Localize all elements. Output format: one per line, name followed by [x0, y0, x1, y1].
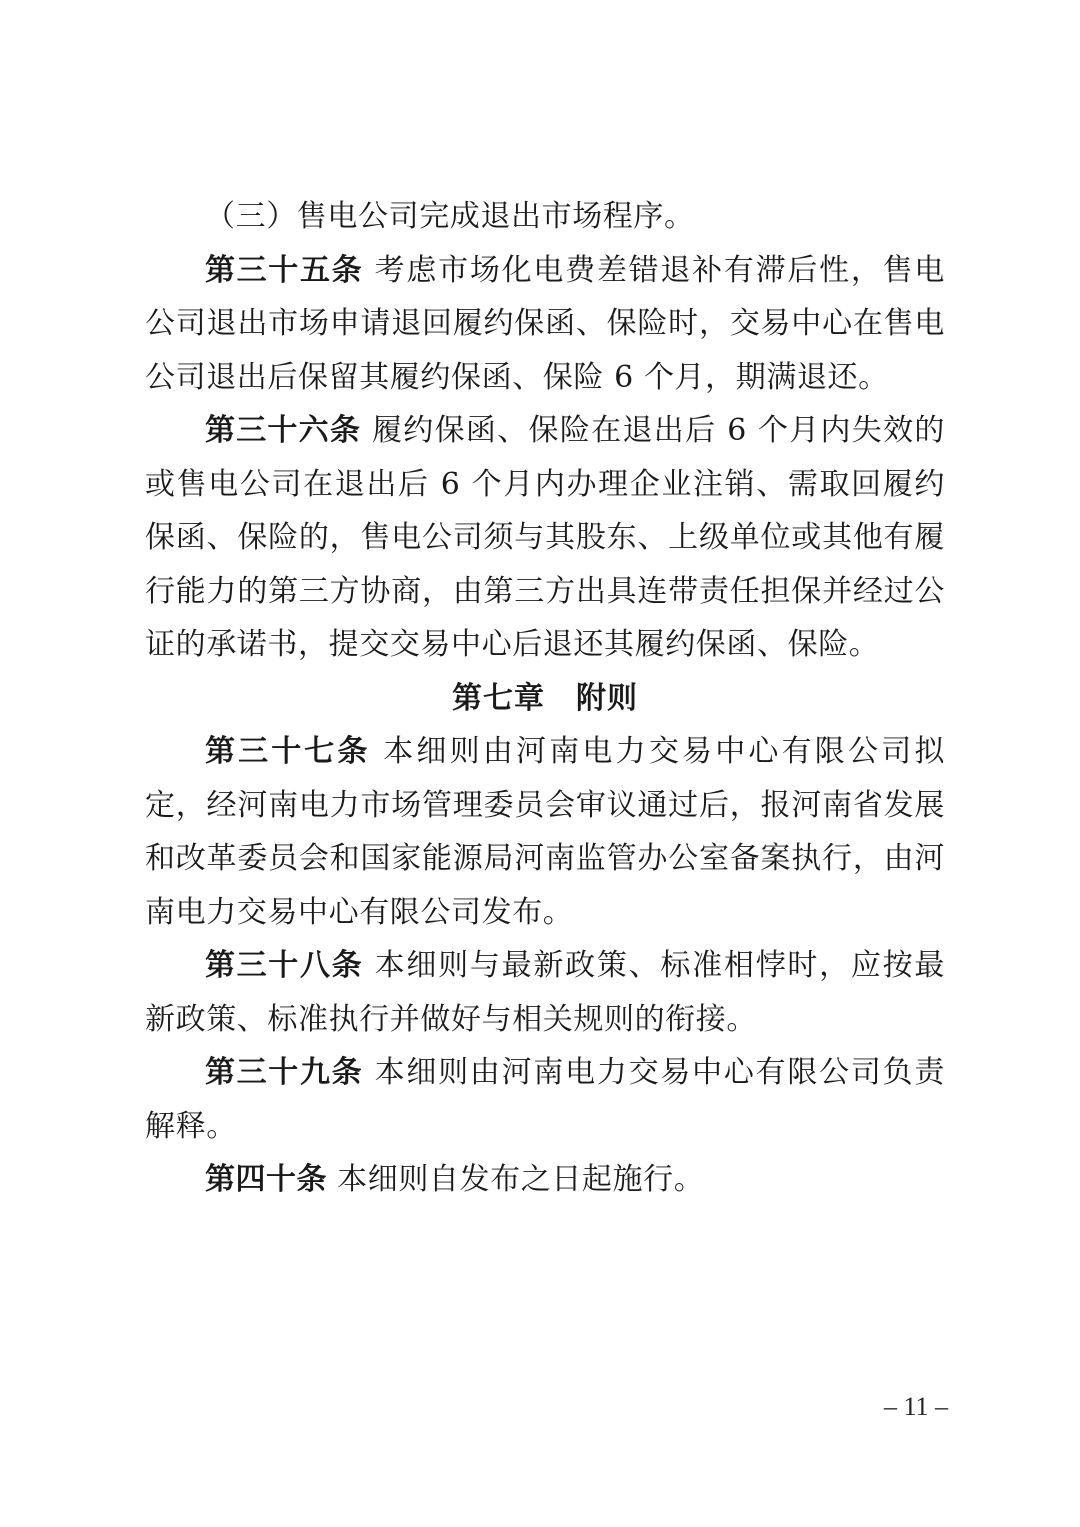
article-lead: 第四十条: [205, 1162, 327, 1197]
article-lead: 第三十五条: [205, 252, 364, 288]
article-lead: 第三十九条: [205, 1055, 364, 1090]
paragraph-article-35: [145, 244, 945, 405]
paragraph-text: 本细则由河南电力交易中心有限公司负责解释。: [145, 1055, 946, 1144]
paragraph-text: 履约保函、保险在退出后 6 个月内失效的或售电公司在退出后 6 个月内办理企业注销、需取回履约保函、保险的，售电公司须与其股东、上级单位或其他有履行能力的第三方协商，由第三方出具连带责任担保并经过公证的承诺书，提交交易中心后退还其履约保函、保险。: [145, 413, 946, 662]
paragraph-text: 本细则与最新政策、标准相悖时，应按最新政策、标准执行并做好与相关规则的衔接。: [145, 948, 946, 1037]
paragraph-article-38: [145, 939, 945, 1046]
paragraph-item-3: [145, 190, 945, 244]
document-body: [145, 190, 945, 1207]
paragraph-article-39: [145, 1046, 945, 1153]
paragraph-article-36: [145, 404, 945, 672]
paragraph-text: 本细则自发布之日起施行。: [327, 1162, 705, 1197]
article-lead: 第三十六条: [205, 413, 362, 448]
article-lead: 第三十七条: [205, 734, 371, 769]
article-lead: 第三十八条: [205, 948, 364, 983]
paragraph-text: 考虑市场化电费差错退补有滞后性，售电公司退出市场申请退回履约保函、保险时，交易中心在售电公司退出后保留其履约保函、保险 6 个月，期满退还。: [145, 252, 946, 395]
paragraph-text: 本细则由河南电力交易中心有限公司拟定，经河南电力市场管理委员会审议通过后，报河南省发展和改革委员会和国家能源局河南监管办公室备案执行，由河南电力交易中心有限公司发布。: [145, 734, 946, 930]
paragraph-text: （三）售电公司完成退出市场程序。: [205, 199, 695, 234]
paragraph-article-37: [145, 725, 945, 939]
page-number: – 11 –: [883, 1392, 948, 1421]
paragraph-article-40: [145, 1153, 945, 1207]
chapter-title: 第七章 附则: [452, 680, 638, 716]
